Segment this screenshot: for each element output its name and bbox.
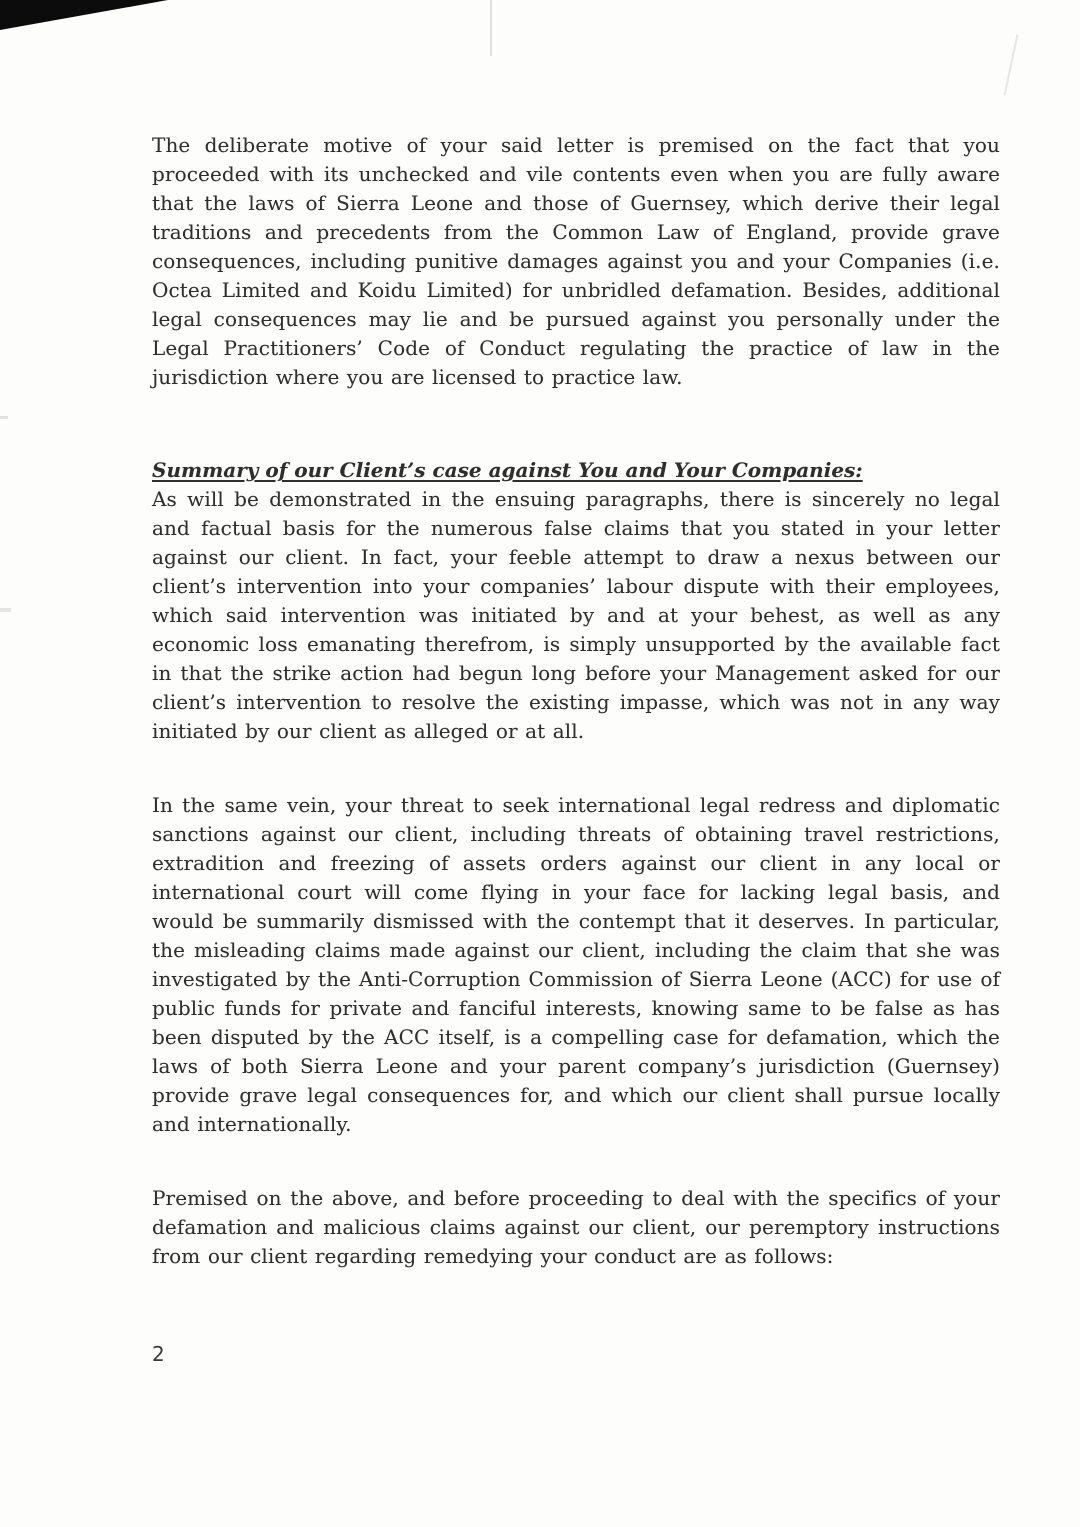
scan-line-artifact-top [490,0,492,56]
scan-dash-artifact-left-upper [0,416,8,419]
page-number: 2 [152,1342,165,1366]
paragraph-summary-of-case: As will be demonstrated in the ensuing paragraphs, there is sincerely no legal and factual basis for the numerous false claims that you stated in your letter against our client. In fact, your feeble attempt to draw a nexus between our client’s intervention into your companies’ labour dispute with their employees, which said intervention was initiated by and at your behest, as well as any economic loss emanating therefrom, is simply unsupported by the available fact in that the strike action had begun long before your Management asked for our client’s intervention to resolve the existing impasse, which was not in any way initiated by our client as alleged or at all. [152,487,1000,743]
paragraph-peremptory-instructions: Premised on the above, and before proceeding to deal with the specifics of your defamation and malicious claims against our client, our peremptory instructions from our client regarding remedying your conduct are as follows: [152,1186,1000,1268]
paragraph-legal-redress: In the same vein, your threat to seek international legal redress and diplomatic sanctions against our client, including threats of obtaining travel restrictions, extradition and freezing of assets orders against our client in any local or international court will come flying in your face for lacking legal basis, and would be summarily dismissed with the contempt that it deserves. In particular, the misleading claims made against our client, including the claim that she was investigated by the Anti-Corruption Commission of Sierra Leone (ACC) for use of public funds for private and fanciful interests, knowing same to be false as has been disputed by the ACC itself, is a compelling case for defamation, which the laws of both Sierra Leone and your parent company’s jurisdiction (Guernsey) provide grave legal consequences for, and which our client shall pursue locally and internationally. [152,793,1000,1136]
section-heading: Summary of our Client’s case against You and Your Companies: [152,458,863,482]
paragraph-deliberate-motive: The deliberate motive of your said letter is premised on the fact that you proceeded with its unchecked and vile contents even when you are fully aware that the laws of Sierra Leone and those of Guernsey, which derive their legal traditions and precedents from the Common Law of England, provide grave consequences, including punitive damages against you and your Companies (i.e. Octea Limited and Koidu Limited) for unbridled defamation. Besides, additional legal consequences may lie and be pursued against you personally under the Legal Practitioners’ Code of Conduct regulating the practice of law in the jurisdiction where you are licensed to practice law. [152,133,1000,389]
scan-dash-artifact-left-lower [0,608,11,612]
scan-corner-artifact [0,0,168,30]
scan-line-artifact-right [1004,34,1019,95]
letter-body [152,131,1000,1271]
